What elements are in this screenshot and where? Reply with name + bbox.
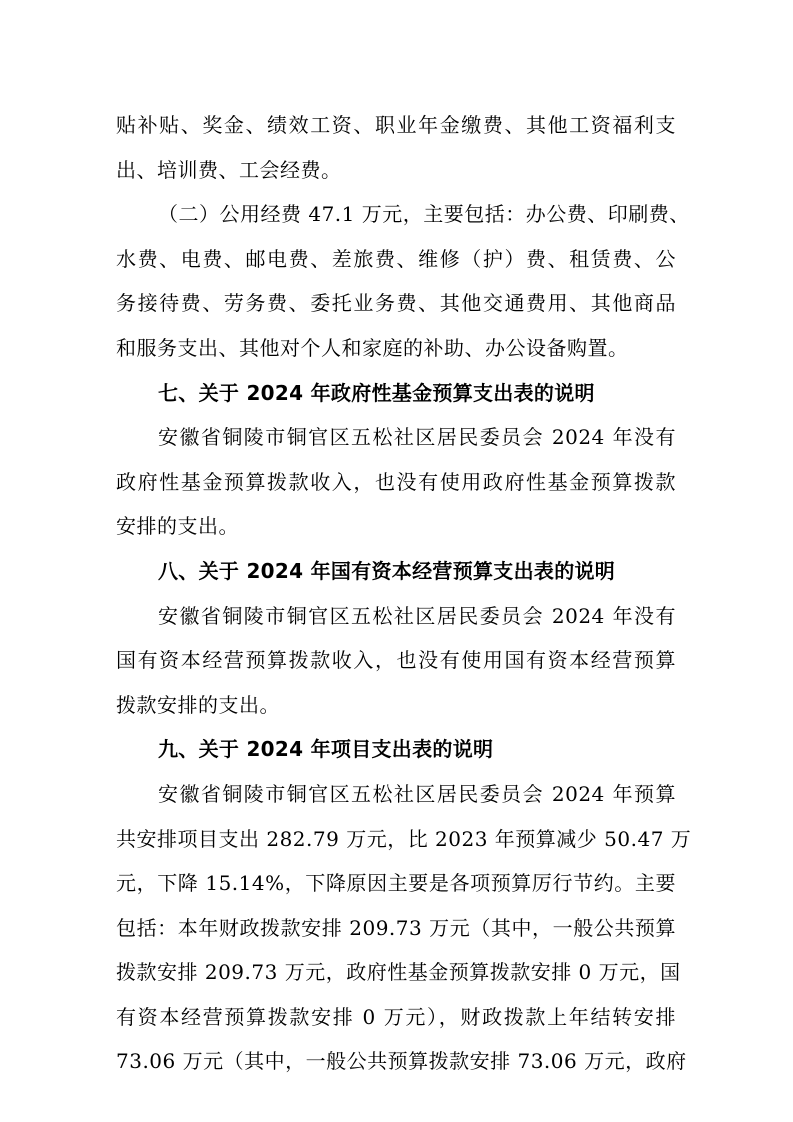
text-line: 安排的支出。 [116,514,239,539]
document-page [116,103,692,1084]
text-line: 和服务支出、其他对个人和家庭的补助、办公设备购置。 [116,335,629,360]
text-line: 务接待费、劳务费、委托业务费、其他交通费用、其他商品 [116,291,676,316]
text-line: 包括：本年财政拨款安排 209.73 万元（其中，一般公共预算 [116,915,676,940]
paragraph-section-7 [116,415,676,549]
text-line: 拨款安排的支出。 [116,692,280,717]
text-line: 国有资本经营预算拨款收入，也没有使用国有资本经营预算 [116,648,676,673]
text-line: （二）公用经费 47.1 万元，主要包括：办公费、印刷费、 [158,202,690,227]
paragraph-section-9 [116,772,692,1084]
section-heading-8: 八、关于 2024 年国有资本经营预算支出表的说明 [158,558,616,583]
text-line: 共安排项目支出 282.79 万元，比 2023 年预算减少 50.47 万 [116,826,692,851]
paragraph-public-expenses [116,192,690,370]
text-line: 安徽省铜陵市铜官区五松社区居民委员会 2024 年没有 [158,603,676,628]
text-line: 安徽省铜陵市铜官区五松社区居民委员会 2024 年没有 [158,425,676,450]
text-line: 水费、电费、邮电费、差旅费、维修（护）费、租赁费、公 [116,246,676,271]
text-line: 拨款安排 209.73 万元，政府性基金预算拨款安排 0 万元，国 [116,960,681,985]
text-line: 元，下降 15.14%，下降原因主要是各项预算厉行节约。主要 [116,871,676,896]
paragraph-personnel-expenses [116,103,676,192]
paragraph-section-8 [116,594,676,728]
text-line: 出、培训费、工会经费。 [116,157,342,182]
text-line: 安徽省铜陵市铜官区五松社区居民委员会 2024 年预算 [158,781,676,806]
text-line: 政府性基金预算拨款收入，也没有使用政府性基金预算拨款 [116,469,676,494]
text-line: 贴补贴、奖金、绩效工资、职业年金缴费、其他工资福利支 [116,113,676,137]
text-line: 73.06 万元（其中，一般公共预算拨款安排 73.06 万元，政府 [116,1049,687,1074]
section-heading-7: 七、关于 2024 年政府性基金预算支出表的说明 [158,380,595,405]
text-line: 有资本经营预算拨款安排 0 万元），财政拨款上年结转安排 [116,1004,676,1029]
section-heading-9: 九、关于 2024 年项目支出表的说明 [158,737,494,762]
